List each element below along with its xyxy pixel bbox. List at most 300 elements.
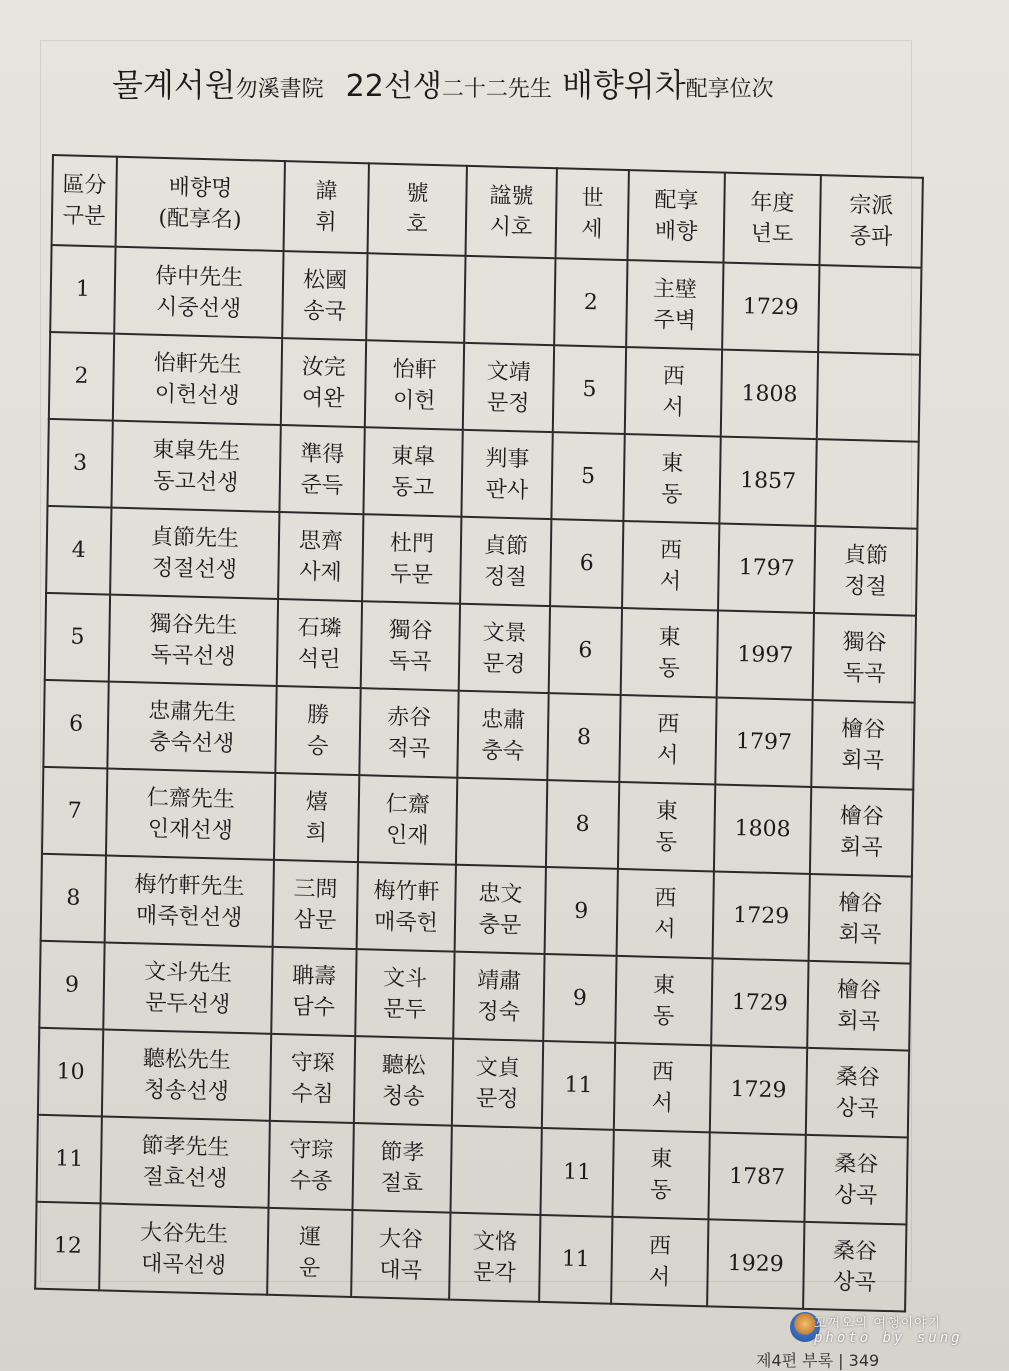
generation-cell — [539, 1215, 612, 1304]
enshrinee-name-cell — [103, 942, 272, 1033]
generation-text: 11 — [562, 1159, 592, 1186]
enshrinee-name-text: 梅竹軒先生 — [134, 871, 245, 900]
enshrinee-name-text: 인재선생 — [147, 816, 234, 844]
pen-name-text: 杜門 — [389, 530, 435, 557]
pen-name-cell — [363, 427, 462, 517]
posthumous-title-text — [466, 299, 554, 301]
lineage-text: 桑谷 — [832, 1238, 878, 1265]
generation-text: 5 — [580, 463, 596, 490]
lineage-text: 회곡 — [837, 1008, 881, 1035]
row-number-cell — [37, 1115, 102, 1204]
column-header-line1: 배향명 — [168, 175, 233, 202]
enshrinee-name-text: 忠肅先生 — [148, 698, 237, 726]
enshrinee-name-cell — [99, 1203, 268, 1294]
given-name-cell — [267, 1208, 352, 1297]
column-header-line2: 구분 — [62, 203, 106, 230]
given-name-text: 石璘 — [297, 614, 342, 642]
posthumous-title-text — [452, 1169, 540, 1171]
row-number-text: 2 — [74, 363, 89, 389]
enshrinee-name-text: 충숙선생 — [149, 729, 235, 757]
column-header-line1: 諱 — [315, 178, 338, 205]
row-number-cell — [43, 680, 108, 769]
page-footer: 제4편 부록 | 349 — [756, 1351, 880, 1370]
enshrinee-name-text: 대곡선생 — [140, 1250, 227, 1279]
position-text: 東 — [652, 972, 676, 998]
generation-text: 5 — [582, 376, 597, 403]
position-cell — [622, 521, 719, 610]
column-header-line1: 配享 — [654, 187, 699, 214]
year-cell — [714, 784, 811, 873]
posthumous-title-cell — [460, 517, 551, 606]
posthumous-title-cell — [461, 430, 552, 519]
row-number-cell — [49, 332, 114, 421]
year-cell — [713, 871, 810, 960]
column-header — [52, 155, 117, 247]
pen-name-cell — [352, 1123, 451, 1213]
enshrinee-name-cell — [114, 247, 283, 338]
column-header — [627, 170, 724, 262]
lineage-text: 회곡 — [839, 834, 883, 861]
position-text: 主壁 — [652, 276, 698, 303]
posthumous-title-text — [458, 821, 546, 823]
position-text: 西 — [657, 711, 680, 737]
given-name-text: 여완 — [301, 385, 345, 412]
given-name-text: 勝 — [307, 702, 330, 728]
row-number-cell — [35, 1202, 100, 1291]
generation-text: 8 — [576, 724, 592, 751]
year-cell — [721, 350, 818, 439]
lineage-cell — [809, 874, 912, 964]
enshrinee-name-text: 貞節先生 — [150, 524, 240, 552]
enshrinee-name-text: 大谷先生 — [139, 1219, 229, 1248]
lineage-text: 檜谷 — [839, 803, 885, 830]
enshrinee-name-text: 獨谷先生 — [149, 611, 238, 639]
pen-name-text: 독곡 — [388, 648, 432, 675]
pen-name-cell — [361, 601, 460, 691]
pen-name-cell — [351, 1210, 450, 1300]
column-header-line2: 휘 — [315, 209, 337, 236]
lineage-cell — [804, 1135, 907, 1225]
pen-name-text — [368, 297, 464, 300]
posthumous-title-text: 忠肅 — [481, 706, 526, 733]
pen-name-text: 청송 — [381, 1083, 425, 1110]
given-name-text: 준득 — [300, 472, 344, 499]
pen-name-cell — [358, 775, 457, 865]
generation-cell — [551, 432, 624, 521]
pen-name-cell — [366, 253, 465, 343]
enshrinee-name-text: 怡軒先生 — [153, 350, 242, 378]
column-header-line2: 종파 — [849, 223, 893, 251]
year-text: 1729 — [733, 902, 790, 930]
pen-name-cell — [355, 949, 454, 1039]
pen-name-text: 두문 — [390, 561, 433, 588]
lineage-cell — [811, 700, 914, 790]
enshrinee-name-text: 仁齋先生 — [146, 785, 236, 813]
posthumous-title-text: 靖肅 — [476, 967, 522, 994]
generation-cell — [553, 345, 626, 434]
enshrinee-name-text: 侍中先生 — [154, 263, 244, 291]
given-name-cell — [274, 773, 359, 862]
posthumous-title-text: 문정 — [475, 1085, 519, 1112]
given-name-text: 準得 — [300, 441, 345, 468]
position-text: 동 — [658, 655, 680, 681]
lineage-text — [817, 483, 917, 486]
pen-name-cell — [354, 1036, 453, 1126]
pen-name-cell — [365, 340, 464, 430]
column-header — [116, 157, 285, 251]
posthumous-title-text: 문정 — [486, 389, 530, 417]
enshrinee-name-cell — [105, 856, 274, 947]
row-number-text: 9 — [64, 972, 80, 998]
enshrinee-name-text: 정절선생 — [151, 555, 238, 583]
pen-name-cell — [357, 862, 456, 952]
pen-name-text: 문두 — [383, 996, 427, 1023]
year-cell — [722, 263, 819, 352]
pen-name-text — [368, 297, 464, 300]
position-cell — [611, 1217, 708, 1306]
row-number-cell — [41, 854, 106, 943]
given-name-cell — [269, 1121, 354, 1210]
position-text: 서 — [659, 568, 682, 595]
lineage-text — [818, 396, 918, 399]
lineage-cell — [803, 1222, 906, 1312]
pen-name-text: 怡軒 — [392, 356, 437, 383]
position-text: 동 — [660, 481, 683, 508]
lineage-text: 檜谷 — [840, 716, 886, 743]
row-number-text: 5 — [70, 624, 85, 650]
lineage-text: 桑谷 — [834, 1151, 879, 1178]
given-name-text: 희 — [305, 820, 328, 846]
generation-text: 9 — [574, 898, 589, 925]
column-header-line2: 세 — [581, 216, 603, 243]
pen-name-text: 東皐 — [391, 443, 436, 470]
enshrinee-name-text: 문두선생 — [144, 990, 231, 1018]
posthumous-title-text: 판사 — [485, 476, 529, 504]
generation-cell — [543, 954, 616, 1043]
watermark-credit: photo by sung — [814, 1330, 963, 1346]
lineage-text: 貞節 — [843, 542, 889, 569]
generation-cell — [540, 1128, 613, 1217]
row-number-cell — [50, 245, 115, 334]
position-text: 東 — [655, 798, 679, 824]
column-header — [466, 166, 557, 258]
position-text: 西 — [659, 537, 683, 564]
year-cell — [710, 1045, 807, 1134]
given-name-text: 사제 — [299, 559, 342, 586]
posthumous-title-text: 文貞 — [475, 1054, 520, 1081]
lineage-cell — [815, 439, 918, 529]
given-name-text: 수침 — [290, 1080, 334, 1107]
posthumous-title-text: 정절 — [484, 563, 527, 590]
given-name-text: 三問 — [293, 875, 338, 903]
column-header — [723, 173, 820, 265]
lineage-text — [817, 483, 917, 486]
lineage-text — [820, 309, 920, 312]
position-cell — [626, 260, 723, 349]
posthumous-title-text — [458, 821, 546, 823]
posthumous-title-cell — [452, 1039, 543, 1128]
position-cell — [619, 695, 716, 784]
lineage-text: 獨谷 — [842, 629, 887, 656]
posthumous-title-text: 문각 — [473, 1259, 516, 1286]
column-header-line2: 시호 — [489, 214, 533, 241]
posthumous-title-text: 충숙 — [481, 737, 525, 764]
enshrinee-name-text: 동고선생 — [153, 468, 239, 496]
posthumous-title-text — [452, 1169, 540, 1171]
given-name-text: 松國 — [302, 267, 348, 294]
table-body — [35, 245, 921, 1311]
row-number-text: 12 — [53, 1233, 83, 1259]
enshrinee-name-text: 聽松先生 — [142, 1045, 232, 1074]
position-cell — [623, 434, 720, 523]
title-hanja-1: 勿溪書院 — [235, 77, 324, 102]
posthumous-title-cell — [449, 1213, 540, 1302]
position-text: 西 — [654, 885, 677, 911]
posthumous-title-cell — [459, 604, 550, 693]
lineage-text: 정절 — [843, 573, 887, 600]
title-hanja-2: 二十二先生 — [441, 77, 552, 102]
given-name-text: 송국 — [303, 298, 347, 325]
column-header-line2: (配享名) — [158, 205, 242, 233]
position-text: 서 — [656, 742, 679, 768]
column-header — [368, 163, 467, 256]
posthumous-title-cell — [464, 256, 555, 345]
generation-cell — [546, 780, 619, 869]
column-header-line1: 諡號 — [489, 183, 534, 210]
column-header-line2: 호 — [406, 212, 428, 238]
pen-name-text: 매죽헌 — [373, 909, 439, 936]
lineage-text — [820, 309, 920, 312]
generation-text: 6 — [578, 637, 593, 664]
title-hangul-2: 22선생 — [345, 69, 442, 104]
column-header-line2: 배향 — [654, 218, 698, 245]
year-cell — [707, 1219, 804, 1308]
year-cell — [708, 1132, 805, 1221]
posthumous-title-cell — [457, 691, 548, 780]
enshrinee-name-cell — [101, 1116, 270, 1207]
given-name-cell — [279, 425, 364, 514]
generation-text: 11 — [564, 1072, 593, 1099]
given-name-text: 담수 — [292, 993, 336, 1021]
enshrinee-name-text: 청송선생 — [143, 1077, 230, 1105]
generation-text: 2 — [583, 289, 599, 316]
posthumous-title-text: 判事 — [485, 445, 530, 473]
lineage-cell — [806, 1048, 909, 1138]
column-header — [556, 168, 629, 260]
position-cell — [614, 1043, 711, 1132]
pen-name-text: 文斗 — [382, 965, 428, 992]
page-title — [112, 60, 912, 120]
enshrinee-name-cell — [109, 595, 278, 686]
lineage-text: 檜谷 — [836, 977, 882, 1004]
pen-name-text: 獨谷 — [388, 617, 433, 644]
lineage-text: 회곡 — [838, 921, 882, 948]
year-text: 1729 — [742, 294, 799, 321]
posthumous-title-cell — [463, 343, 554, 432]
given-name-text: 수종 — [289, 1167, 333, 1194]
row-number-text: 6 — [68, 711, 84, 737]
posthumous-title-text: 文恪 — [472, 1228, 518, 1255]
generation-cell — [550, 519, 623, 608]
lineage-cell — [814, 526, 917, 616]
position-cell — [617, 869, 714, 958]
given-name-text: 守琛 — [290, 1049, 335, 1077]
given-name-cell — [271, 947, 356, 1036]
generation-cell — [549, 606, 622, 695]
posthumous-title-text: 文靖 — [486, 358, 531, 386]
given-name-text: 승 — [306, 733, 329, 759]
pen-name-text: 인재 — [385, 822, 429, 849]
row-number-cell — [45, 593, 110, 682]
position-text: 주벽 — [653, 307, 697, 334]
enshrinee-name-text: 독곡선생 — [150, 642, 236, 670]
position-text: 西 — [651, 1059, 674, 1085]
generation-cell — [545, 867, 618, 956]
pen-name-text: 동고 — [391, 474, 435, 501]
posthumous-title-cell — [456, 778, 547, 867]
position-text: 西 — [662, 363, 685, 390]
enshrinee-name-cell — [102, 1029, 271, 1120]
given-name-text: 삼문 — [293, 906, 337, 934]
column-header — [819, 175, 922, 268]
column-header-line1: 宗派 — [849, 192, 894, 220]
title-hanja-3: 配享位次 — [685, 77, 774, 102]
lineage-text: 독곡 — [842, 660, 886, 687]
year-text: 1808 — [741, 381, 798, 408]
generation-text: 9 — [572, 985, 588, 1012]
generation-cell — [554, 258, 627, 347]
year-text: 1729 — [731, 989, 789, 1017]
position-text: 동 — [655, 829, 678, 855]
row-number-text: 10 — [56, 1059, 85, 1085]
year-text: 1797 — [735, 728, 793, 756]
year-cell — [719, 437, 816, 526]
year-cell — [717, 610, 814, 699]
row-number-text: 1 — [75, 276, 91, 303]
pen-name-text: 赤谷 — [387, 704, 432, 731]
column-header-line2: 년도 — [750, 221, 794, 248]
row-number-text: 11 — [55, 1146, 84, 1172]
enshrinee-name-text: 東皐先生 — [152, 437, 241, 465]
posthumous-title-cell — [453, 952, 544, 1041]
year-text: 1857 — [739, 468, 797, 495]
lineage-text: 상곡 — [834, 1182, 878, 1209]
given-name-cell — [275, 686, 360, 775]
posthumous-title-text: 정숙 — [477, 998, 521, 1025]
enshrinee-name-cell — [110, 508, 279, 599]
position-cell — [625, 347, 722, 436]
year-cell — [715, 697, 812, 786]
enshrinee-name-text: 절효선생 — [142, 1163, 228, 1192]
pen-name-text: 仁齋 — [385, 791, 431, 818]
position-cell — [615, 956, 712, 1045]
given-name-cell — [277, 599, 362, 688]
position-text: 東 — [661, 450, 684, 477]
posthumous-title-text: 문경 — [482, 650, 526, 677]
row-number-cell — [39, 941, 104, 1030]
lineage-text: 회곡 — [841, 747, 885, 774]
year-text: 1808 — [734, 815, 791, 843]
pen-name-text: 節孝 — [380, 1139, 425, 1166]
pen-name-text: 이헌 — [392, 387, 436, 414]
posthumous-title-text: 文景 — [482, 619, 527, 646]
row-number-text: 3 — [72, 450, 88, 476]
pen-name-text: 大谷 — [378, 1226, 424, 1253]
generation-cell — [542, 1041, 615, 1130]
lineage-text: 檜谷 — [838, 890, 883, 917]
row-number-cell — [38, 1028, 103, 1117]
position-text: 東 — [650, 1146, 673, 1172]
lineage-cell — [818, 265, 921, 355]
year-text: 1797 — [738, 555, 795, 582]
enshrinee-name-cell — [106, 769, 275, 860]
enshrinee-name-cell — [107, 682, 276, 773]
title-hangul-1: 물계서원 — [112, 66, 236, 104]
pen-name-text: 聽松 — [381, 1052, 426, 1079]
position-text: 서 — [648, 1264, 671, 1290]
year-text: 1929 — [727, 1250, 784, 1278]
enshrinement-table — [34, 154, 924, 1313]
lineage-text: 桑谷 — [835, 1064, 880, 1091]
given-name-text: 운 — [298, 1255, 321, 1281]
position-text: 東 — [658, 624, 681, 651]
lineage-text: 상곡 — [833, 1269, 876, 1296]
row-number-cell — [42, 767, 107, 856]
row-number-cell — [46, 506, 111, 595]
posthumous-title-text: 충문 — [478, 911, 522, 938]
position-text: 동 — [650, 1177, 672, 1203]
given-name-text: 思齊 — [298, 528, 344, 555]
row-number-text: 7 — [67, 798, 82, 824]
row-number-text: 8 — [66, 885, 81, 911]
given-name-text: 汝完 — [301, 354, 346, 381]
given-name-text: 運 — [298, 1224, 322, 1250]
pen-name-text: 절효 — [380, 1170, 424, 1197]
position-cell — [612, 1130, 709, 1219]
posthumous-title-text — [466, 299, 554, 301]
enshrinee-name-text: 시중선생 — [155, 294, 242, 322]
given-name-cell — [282, 251, 367, 340]
generation-cell — [547, 693, 620, 782]
posthumous-title-text: 忠文 — [478, 880, 523, 907]
lineage-cell — [813, 613, 916, 703]
year-text: 1997 — [737, 642, 794, 669]
posthumous-title-cell — [455, 865, 546, 954]
lineage-cell — [817, 352, 920, 442]
enshrinee-name-text: 이헌선생 — [154, 381, 240, 409]
enshrinee-name-cell — [113, 334, 282, 425]
enshrinee-name-text: 文斗先生 — [143, 959, 233, 987]
year-text: 1729 — [730, 1076, 787, 1104]
column-header-line1: 年度 — [750, 190, 795, 217]
pen-name-text: 梅竹軒 — [373, 878, 440, 905]
title-hangul-3: 배향위차 — [562, 66, 686, 104]
given-name-text: 熺 — [305, 789, 329, 815]
enshrinee-name-text: 節孝先生 — [141, 1132, 230, 1161]
position-text: 동 — [652, 1003, 675, 1029]
year-cell — [711, 958, 808, 1047]
row-number-cell — [47, 419, 112, 508]
enshrinee-name-text: 매죽헌선생 — [135, 902, 243, 931]
generation-text: 11 — [561, 1246, 590, 1273]
generation-text: 6 — [579, 550, 594, 577]
column-header — [284, 161, 369, 253]
posthumous-title-cell — [450, 1126, 541, 1215]
lineage-text — [818, 396, 918, 399]
position-text: 서 — [651, 1090, 674, 1116]
column-header-line1: 世 — [581, 185, 604, 212]
position-text: 西 — [648, 1233, 672, 1259]
